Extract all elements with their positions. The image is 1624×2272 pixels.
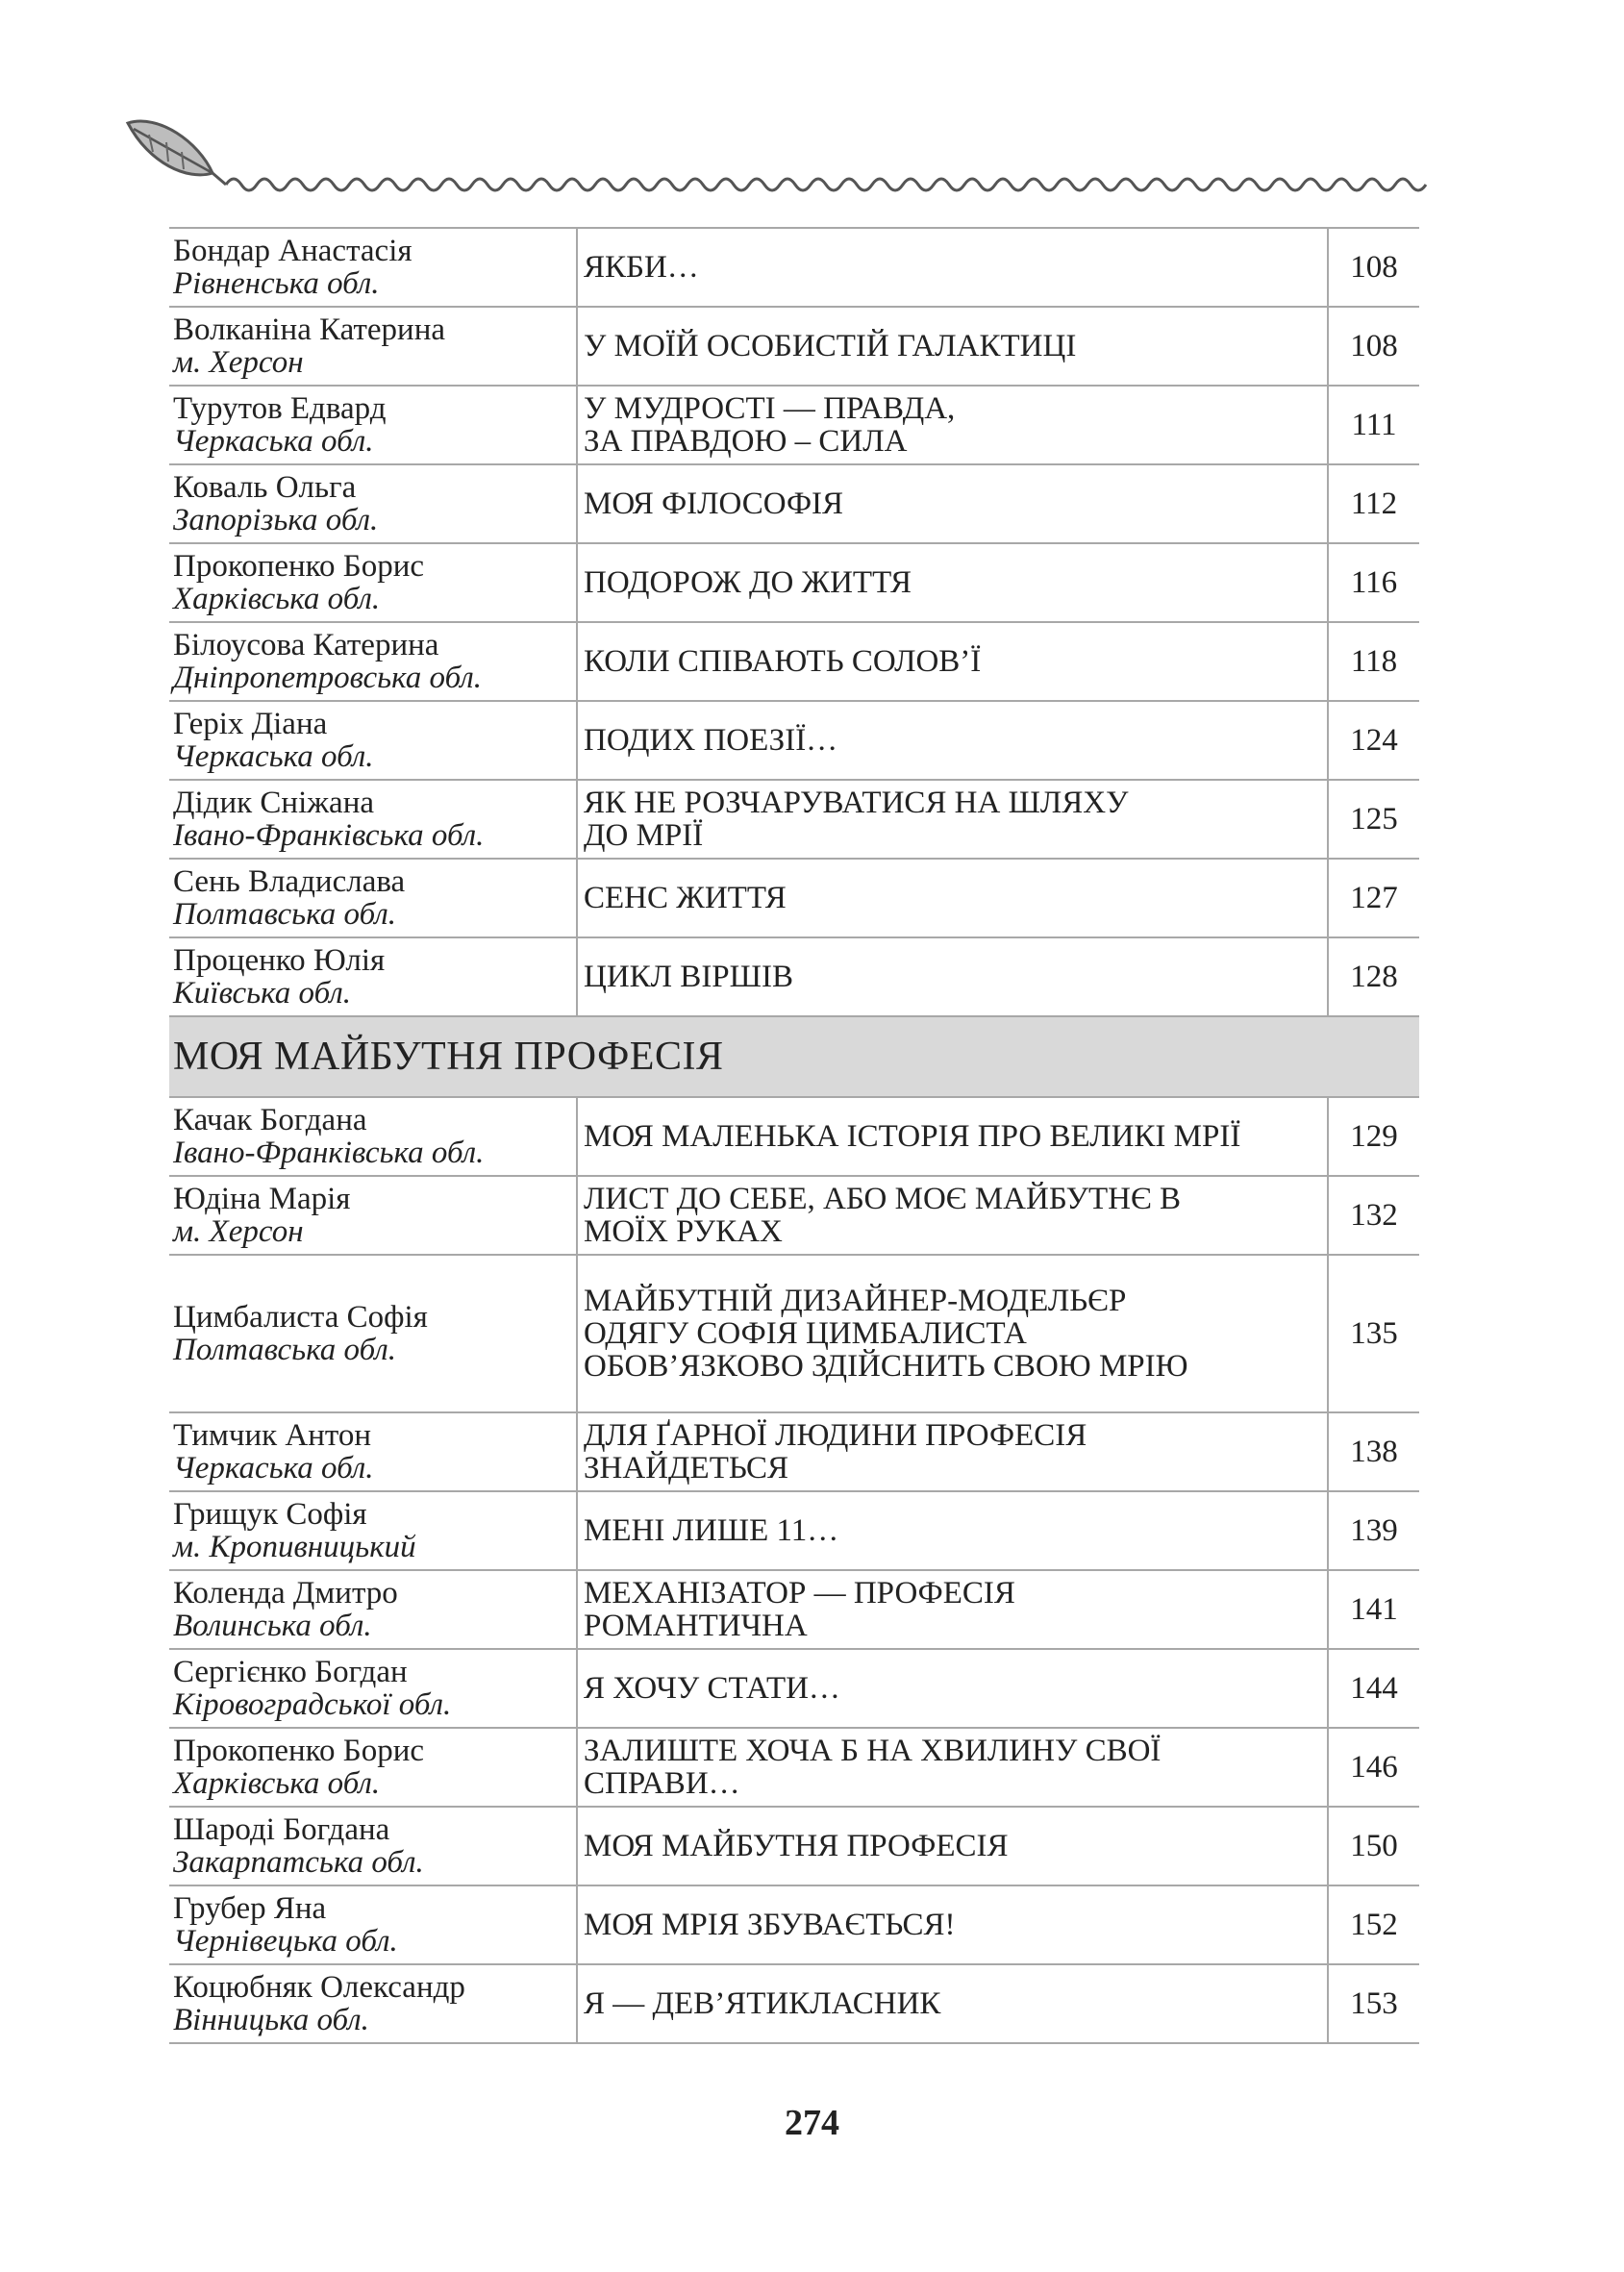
page-ref: 144 [1328,1649,1419,1728]
toc-entry-row [169,1570,1419,1649]
page-ref: 116 [1328,543,1419,622]
author-name: Дідик Сніжана [173,786,375,820]
work-title: МОЯ ФІЛОСОФІЯ [577,464,1328,543]
toc-entry-row [169,1097,1419,1176]
author-cell [169,701,577,780]
author-cell [169,1491,577,1570]
author-cell [169,1649,577,1728]
wavy-divider [226,179,1426,190]
author-region: м. Херсон [173,1214,304,1249]
author-cell [169,307,577,386]
work-title: КОЛИ СПІВАЮТЬ СОЛОВ’Ї [577,622,1328,701]
section-heading-row [169,1016,1419,1097]
author-region: Київська обл. [173,976,351,1011]
author-name: Цимбалиста Софія [173,1300,428,1335]
work-title: ПОДОРОЖ ДО ЖИТТЯ [577,543,1328,622]
author-region: Волинська обл. [173,1609,372,1643]
author-cell [169,1255,577,1412]
toc-entry-row [169,1728,1419,1807]
author-region: Закарпатська обл. [173,1845,424,1880]
author-region: Черкаська обл. [173,739,374,774]
author-name: Геріх Діана [173,707,328,741]
toc-entry-row [169,1176,1419,1255]
author-cell [169,386,577,464]
author-cell [169,1412,577,1491]
page-ref: 111 [1328,386,1419,464]
work-title: ЯКБИ… [577,228,1328,307]
work-title: Я ХОЧУ СТАТИ… [577,1649,1328,1728]
page-ref: 108 [1328,307,1419,386]
contents-table [169,227,1419,2044]
author-region: Вінницька обл. [173,2003,369,2037]
work-title: ДЛЯ ҐАРНОЇ ЛЮДИНИ ПРОФЕСІЯ ЗНАЙДЕТЬСЯ [577,1412,1328,1491]
author-cell [169,937,577,1016]
author-region: Полтавська обл. [173,897,397,932]
author-region: Івано-Франківська обл. [173,1136,485,1170]
author-name: Юдіна Марія [173,1182,351,1216]
page-ref: 132 [1328,1176,1419,1255]
author-cell [169,1964,577,2043]
author-cell [169,780,577,859]
work-title: МОЯ МРІЯ ЗБУВАЄТЬСЯ! [577,1885,1328,1964]
toc-entry-row [169,937,1419,1016]
page-ref: 112 [1328,464,1419,543]
author-cell [169,1728,577,1807]
author-cell [169,1885,577,1964]
author-region: Черкаська обл. [173,424,374,459]
author-name: Шароді Богдана [173,1812,390,1847]
author-name: Качак Богдана [173,1103,367,1137]
author-region: Дніпропетровська обл. [173,661,482,695]
author-cell [169,1570,577,1649]
page-ref: 125 [1328,780,1419,859]
author-name: Тимчик Антон [173,1418,372,1453]
page-ref: 141 [1328,1570,1419,1649]
page-ref: 152 [1328,1885,1419,1964]
work-title: ЗАЛИШТЕ ХОЧА Б НА ХВИЛИНУ СВОЇ СПРАВИ… [577,1728,1328,1807]
author-region: Чернівецька обл. [173,1924,398,1959]
page-ref: 135 [1328,1255,1419,1412]
author-name: Сергієнко Богдан [173,1655,408,1689]
work-title: МАЙБУТНІЙ ДИЗАЙНЕР-МОДЕЛЬЄР ОДЯГУ СОФІЯ ЦИМБАЛИСТА ОБОВ’ЯЗКОВО ЗДІЙСНИТЬ СВОЮ МРІЮ [577,1255,1328,1412]
author-region: Харківська обл. [173,1766,381,1801]
toc-entry-row [169,1885,1419,1964]
page-ref: 129 [1328,1097,1419,1176]
work-title: МЕХАНІЗАТОР — ПРОФЕСІЯ РОМАНТИЧНА [577,1570,1328,1649]
author-name: Волканіна Катерина [173,312,446,347]
toc-entry-row [169,1807,1419,1885]
page-ref: 150 [1328,1807,1419,1885]
page-ref: 127 [1328,859,1419,937]
page-ref: 146 [1328,1728,1419,1807]
toc-entry-row [169,1412,1419,1491]
header-ornament [120,113,1428,200]
author-name: Грищук Софія [173,1497,367,1532]
author-region: Кіровоградської обл. [173,1687,452,1722]
work-title: У МУДРОСТІ — ПРАВДА, ЗА ПРАВДОЮ – СИЛА [577,386,1328,464]
page-ref: 124 [1328,701,1419,780]
author-name: Прокопенко Борис [173,549,425,584]
author-name: Проценко Юлія [173,943,386,978]
author-name: Коленда Дмитро [173,1576,398,1610]
toc-entry-row [169,307,1419,386]
author-cell [169,1097,577,1176]
work-title: ЦИКЛ ВІРШІВ [577,937,1328,1016]
author-name: Грубер Яна [173,1891,327,1926]
author-region: Харківська обл. [173,582,381,616]
author-name: Сень Владислава [173,864,406,899]
author-region: м. Кропивницький [173,1530,416,1564]
author-name: Турутов Едвард [173,391,387,426]
toc-entry-row [169,1964,1419,2043]
author-region: Запорізька обл. [173,503,379,537]
author-region: Івано-Франківська обл. [173,818,485,853]
author-name: Прокопенко Борис [173,1734,425,1768]
author-cell [169,1807,577,1885]
toc-entry-row [169,1649,1419,1728]
toc-entry-row [169,1491,1419,1570]
toc-entry-row [169,464,1419,543]
page-ref: 153 [1328,1964,1419,2043]
author-cell [169,622,577,701]
toc-entry-row [169,1255,1419,1412]
page-ref: 138 [1328,1412,1419,1491]
author-region: Полтавська обл. [173,1333,397,1367]
section-heading: МОЯ МАЙБУТНЯ ПРОФЕСІЯ [169,1016,1419,1097]
work-title: СЕНС ЖИТТЯ [577,859,1328,937]
author-cell [169,859,577,937]
author-cell [169,1176,577,1255]
toc-entry-row [169,859,1419,937]
toc-entry-row [169,543,1419,622]
page-ref: 139 [1328,1491,1419,1570]
page-ref: 118 [1328,622,1419,701]
work-title: У МОЇЙ ОСОБИСТІЙ ГАЛАКТИЦІ [577,307,1328,386]
page-ref: 128 [1328,937,1419,1016]
toc-entry-row [169,228,1419,307]
author-cell [169,228,577,307]
author-cell [169,464,577,543]
work-title: МОЯ МАЛЕНЬКА ІСТОРІЯ ПРО ВЕЛИКІ МРІЇ [577,1097,1328,1176]
author-cell [169,543,577,622]
work-title: ПОДИХ ПОЕЗІЇ… [577,701,1328,780]
work-title: ЯК НЕ РОЗЧАРУВАТИСЯ НА ШЛЯХУ ДО МРІЇ [577,780,1328,859]
author-name: Коцюбняк Олександр [173,1970,465,2005]
page-number: 274 [785,2103,839,2143]
work-title: МЕНІ ЛИШЕ 11… [577,1491,1328,1570]
author-region: Черкаська обл. [173,1451,374,1486]
author-name: Білоусова Катерина [173,628,439,662]
author-region: Рівненська обл. [173,266,380,301]
toc-entry-row [169,701,1419,780]
toc-entry-row [169,780,1419,859]
author-region: м. Херсон [173,345,304,380]
work-title: ЛИСТ ДО СЕБЕ, АБО МОЄ МАЙБУТНЄ В МОЇХ РУКАХ [577,1176,1328,1255]
work-title: Я — ДЕВ’ЯТИКЛАСНИК [577,1964,1328,2043]
work-title: МОЯ МАЙБУТНЯ ПРОФЕСІЯ [577,1807,1328,1885]
author-name: Коваль Ольга [173,470,357,505]
author-name: Бондар Анастасія [173,234,412,268]
page-ref: 108 [1328,228,1419,307]
toc-entry-row [169,622,1419,701]
leaf-icon [128,121,226,185]
toc-entry-row [169,386,1419,464]
